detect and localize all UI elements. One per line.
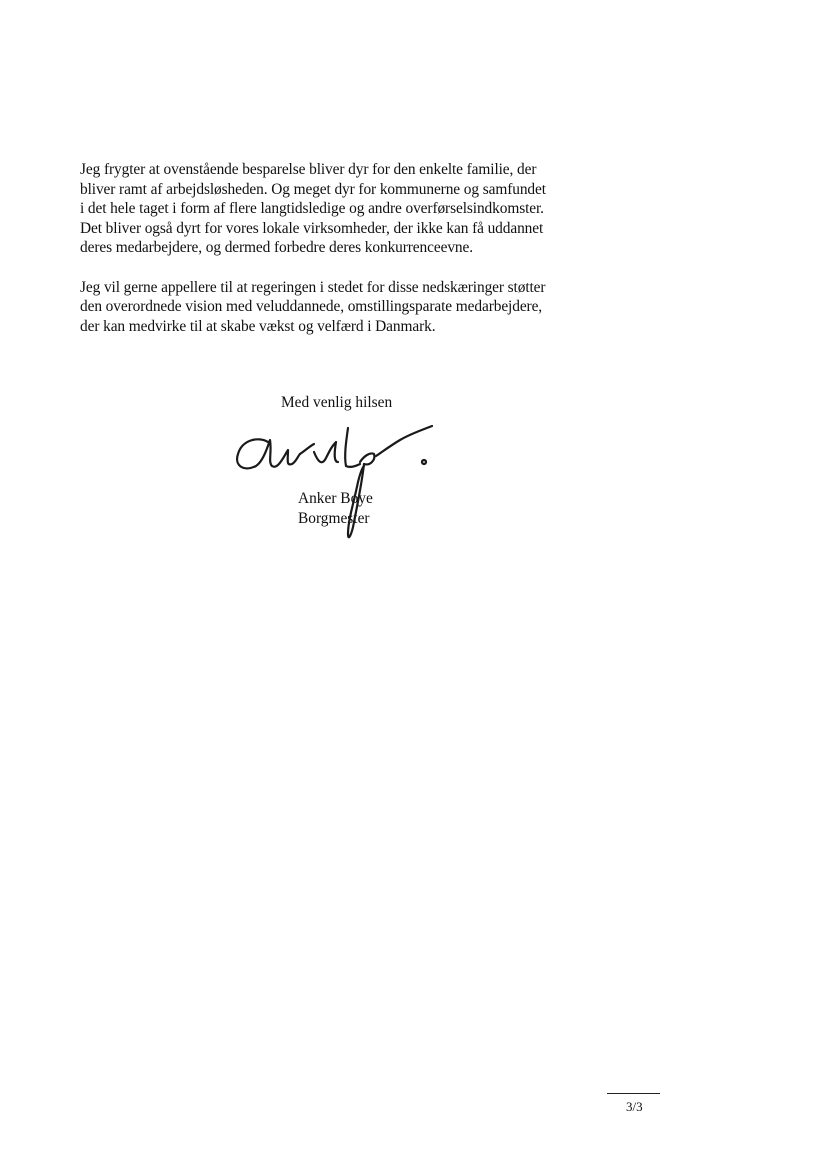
- paragraph-line: der kan medvirke til at skabe vækst og velfærd i Danmark.: [80, 317, 436, 335]
- paragraph-line: Det bliver også dyrt for vores lokale virksomheder, der ikke kan få uddannet: [80, 219, 544, 237]
- signature-stroke: [348, 464, 364, 537]
- letter-body: [80, 160, 620, 356]
- paragraph-line: Jeg vil gerne appellere til at regeringen i stedet for disse nedskæringer støtter: [80, 278, 546, 296]
- page-number: 3/3: [626, 1099, 643, 1114]
- signature-stroke: [300, 444, 314, 454]
- signature-stroke: [237, 439, 300, 468]
- signature-stroke: [314, 442, 338, 462]
- paragraph-1: [80, 160, 620, 258]
- paragraph-line: den overordnede vision med veluddannede, omstillingsparate medarbejdere,: [80, 298, 543, 316]
- signature-stroke: [360, 453, 374, 464]
- signature-stroke: [345, 428, 360, 467]
- paragraph-line: Jeg frygter at ovenstående besparelse bliver dyr for den enkelte familie, der: [80, 161, 537, 178]
- closing-salutation: Med venlig hilsen: [281, 394, 393, 411]
- paragraph-2: [80, 278, 620, 337]
- paragraph-line: i det hele taget i form af flere langtidsledige og andre overførselsindkomster.: [80, 200, 544, 218]
- signature-dot: [422, 460, 426, 464]
- handwritten-signature: [230, 422, 450, 552]
- footer-divider: [607, 1093, 660, 1094]
- signer-name: Anker Boye: [298, 490, 373, 507]
- signature-stroke: [376, 426, 432, 456]
- paragraph-line: deres medarbejdere, og dermed forbedre deres konkurrenceevne.: [80, 239, 473, 257]
- signer-title: Borgmester: [298, 509, 370, 527]
- paragraph-line: bliver ramt af arbejdsløsheden. Og meget dyr for kommunerne og samfundet: [80, 180, 546, 198]
